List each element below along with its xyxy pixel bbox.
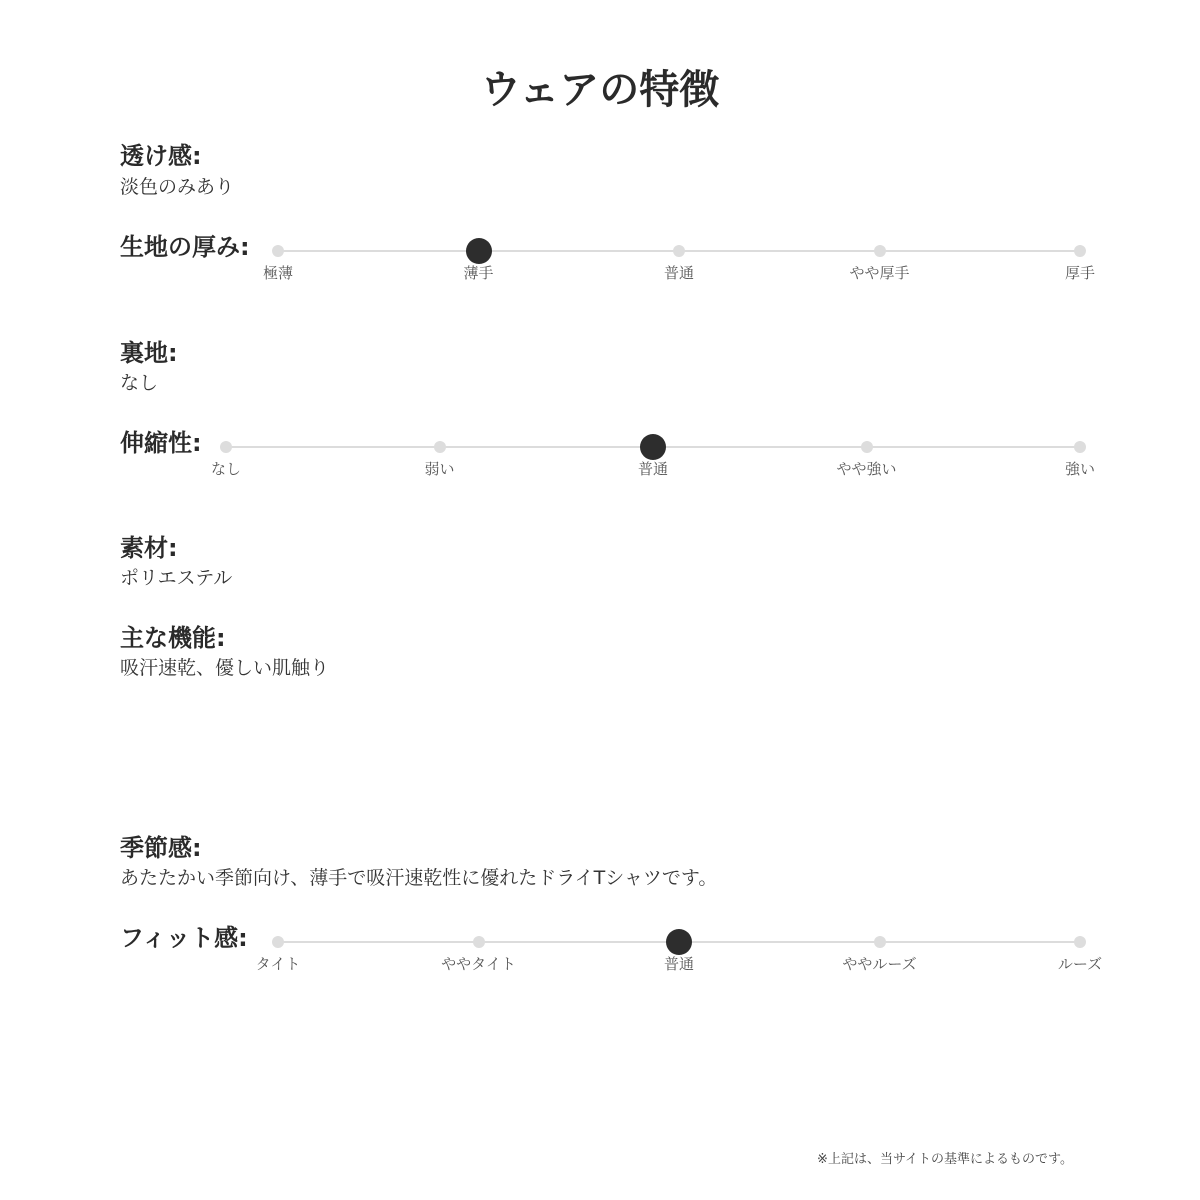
stretch-dot [861,441,873,453]
thickness-dot [874,245,886,257]
fit-option-label: 普通 [663,955,695,973]
functions-value: 吸汗速乾、優しい肌触り [120,657,330,679]
footnote: ※上記は、当サイトの基準によるものです。 [817,1152,1073,1167]
fit-dot-selected [666,929,692,955]
thickness-option-label: 薄手 [463,264,494,282]
material-value: ポリエステル [120,567,233,589]
stretch-dot [434,441,446,453]
transparency-value: 淡色のみあり [120,176,235,198]
thickness-option-label: 普通 [663,264,695,282]
fit-label: フィット感: [120,924,248,952]
season-value: あたたかい季節向け、薄手で吸汗速乾性に優れたドライTシャツです。 [120,867,718,889]
thickness-option-label: 厚手 [1064,264,1096,282]
fit-option-label: ルーズ [1057,955,1103,973]
thickness-dot-selected [466,238,492,264]
page-title: ウェアの特徴 [480,67,720,113]
thickness-dot [673,245,685,257]
stretch-option-label: 弱い [424,460,455,478]
thickness-option-label: 極薄 [262,264,294,282]
season-label: 季節感: [120,834,202,862]
fit-dot [473,936,485,948]
material-label: 素材: [120,534,178,562]
fit-option-label: ややルーズ [842,955,917,973]
stretch-dot [220,441,232,453]
stretch-dot-selected [640,434,666,460]
thickness-dot [272,245,284,257]
lining-value: なし [120,372,159,394]
fit-option-label: タイト [255,955,301,973]
transparency-label: 透け感: [120,142,202,170]
stretch-label: 伸縮性: [120,429,202,457]
fit-dot [272,936,284,948]
thickness-option-label: やや厚手 [849,264,910,282]
fit-dot [874,936,886,948]
stretch-option-label: やや強い [836,460,897,478]
thickness-label: 生地の厚み: [120,233,250,261]
stretch-option-label: 普通 [637,460,669,478]
lining-label: 裏地: [120,339,178,367]
thickness-dot [1074,245,1086,257]
functions-label: 主な機能: [120,624,226,652]
stretch-option-label: 強い [1064,460,1096,478]
fit-option-label: ややタイト [441,955,516,973]
stretch-dot [1074,441,1086,453]
fit-dot [1074,936,1086,948]
stretch-option-label: なし [210,460,242,478]
